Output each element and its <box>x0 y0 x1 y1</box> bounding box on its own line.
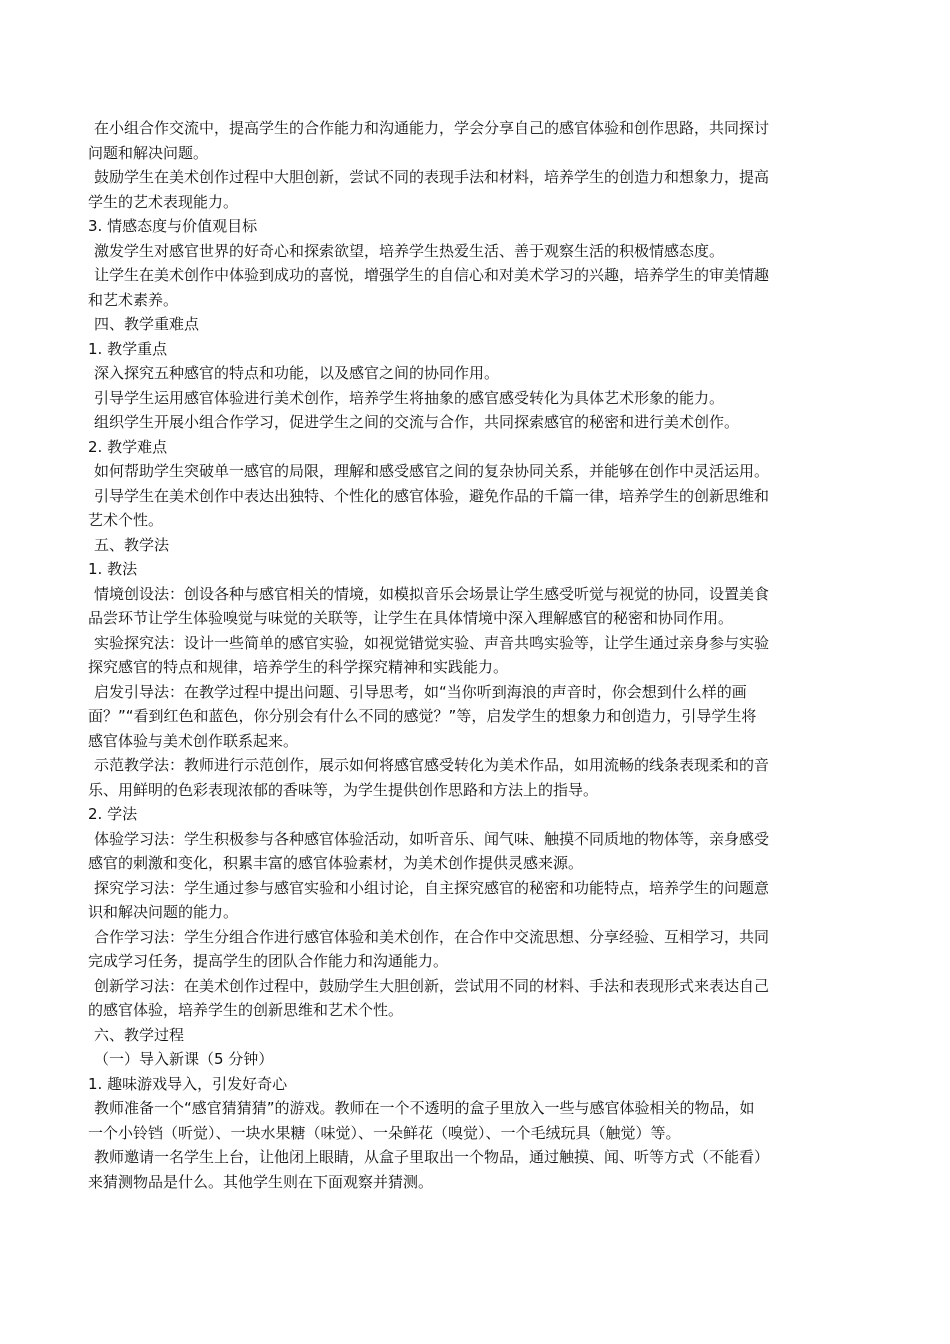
paragraph <box>88 533 862 558</box>
text-line: （一）导入新课（5 分钟） <box>94 1050 274 1068</box>
paragraph <box>88 484 862 533</box>
text-line: 五、教学法 <box>94 535 170 554</box>
text-line: 如何帮助学生突破单一感官的局限，理解和感受感官之间的复杂协同关系，并能够在创作中灵活运用。 <box>94 462 770 480</box>
paragraph <box>88 1072 862 1097</box>
paragraph <box>88 557 862 582</box>
text-line: 六、教学过程 <box>94 1025 185 1044</box>
paragraph <box>88 1047 862 1072</box>
paragraph <box>88 214 862 239</box>
text-line: 面？”“看到红色和蓝色，你分别会有什么不同的感觉？”等，启发学生的想象力和创造力，引导学生将 <box>88 707 757 725</box>
paragraph <box>88 582 862 631</box>
text-line: 探究学习法：学生通过参与感官实验和小组讨论，自主探究感官的秘密和功能特点，培养学生的问题意 <box>94 878 770 897</box>
document-page <box>88 116 862 1194</box>
paragraph <box>88 680 862 754</box>
text-line: 激发学生对感官世界的好奇心和探索欲望，培养学生热爱生活、善于观察生活的积极情感态度。 <box>94 241 725 260</box>
text-line: 引导学生在美术创作中表达出独特、个性化的感官体验，避免作品的千篇一律，培养学生的创新思维和 <box>94 486 770 505</box>
paragraph <box>88 925 862 974</box>
text-line: 合作学习法：学生分组合作进行感官体验和美术创作，在合作中交流思想、分享经验、互相学习，共同 <box>94 927 770 946</box>
text-line: 感官体验与美术创作联系起来。 <box>88 731 299 750</box>
paragraph <box>88 361 862 386</box>
text-line: 问题和解决问题。 <box>88 143 209 162</box>
text-line: 鼓励学生在美术创作过程中大胆创新，尝试不同的表现手法和材料，培养学生的创造力和想象力，提高 <box>94 168 770 186</box>
text-line: 1. 教学重点 <box>88 339 168 358</box>
paragraph <box>88 802 862 827</box>
paragraph <box>88 1145 862 1194</box>
paragraph <box>88 459 862 484</box>
paragraph <box>88 165 862 214</box>
paragraph <box>88 386 862 411</box>
text-line: 学生的艺术表现能力。 <box>88 192 239 211</box>
text-line: 四、教学重难点 <box>94 315 200 333</box>
paragraph <box>88 312 862 337</box>
text-line: 教师准备一个“感官猜猜猜”的游戏。教师在一个不透明的盒子里放入一些与感官体验相关的物品，如 <box>94 1099 755 1117</box>
text-line: 的感官体验，培养学生的创新思维和艺术个性。 <box>88 1001 404 1019</box>
paragraph <box>88 1096 862 1145</box>
paragraph <box>88 827 862 876</box>
text-line: 体验学习法：学生积极参与各种感官体验活动，如听音乐、闻气味、触摸不同质地的物体等，亲身感受 <box>94 829 770 848</box>
paragraph <box>88 974 862 1023</box>
text-line: 感官的刺激和变化，积累丰富的感官体验素材，为美术创作提供灵感来源。 <box>88 854 584 872</box>
paragraph <box>88 1023 862 1048</box>
text-line: 来猜测物品是什么。其他学生则在下面观察并猜测。 <box>88 1172 434 1191</box>
text-line: 完成学习任务，提高学生的团队合作能力和沟通能力。 <box>88 952 449 970</box>
paragraph <box>88 753 862 802</box>
text-line: 3. 情感态度与价值观目标 <box>88 217 258 235</box>
paragraph <box>88 410 862 435</box>
text-line: 1. 趣味游戏导入，引发好奇心 <box>88 1074 288 1093</box>
text-line: 乐、用鲜明的色彩表现浓郁的香味等，为学生提供创作思路和方法上的指导。 <box>88 780 599 799</box>
text-line: 在小组合作交流中，提高学生的合作能力和沟通能力，学会分享自己的感官体验和创作思路，共同探讨 <box>94 119 770 137</box>
paragraph <box>88 631 862 680</box>
text-line: 品尝环节让学生体验嗅觉与味觉的关联等，让学生在具体情境中深入理解感官的秘密和协同作用。 <box>88 609 734 627</box>
text-line: 教师邀请一名学生上台，让他闭上眼睛，从盒子里取出一个物品，通过触摸、闻、听等方式（不能看） <box>94 1148 770 1166</box>
paragraph <box>88 337 862 362</box>
text-line: 启发引导法：在教学过程中提出问题、引导思考，如“当你听到海浪的声音时，你会想到什么样的画 <box>94 682 747 701</box>
text-line: 1. 教法 <box>88 560 138 578</box>
text-line: 探究感官的特点和规律，培养学生的科学探究精神和实践能力。 <box>88 658 509 676</box>
text-line: 创新学习法：在美术创作过程中，鼓励学生大胆创新，尝试用不同的材料、手法和表现形式来表达自己 <box>94 976 770 995</box>
paragraph <box>88 876 862 925</box>
text-line: 和艺术素养。 <box>88 290 179 309</box>
text-line: 示范教学法：教师进行示范创作，展示如何将感官感受转化为美术作品，如用流畅的线条表现柔和的音 <box>94 756 770 774</box>
text-line: 实验探究法：设计一些简单的感官实验，如视觉错觉实验、声音共鸣实验等，让学生通过亲身参与实验 <box>94 633 770 652</box>
text-line: 组织学生开展小组合作学习，促进学生之间的交流与合作，共同探索感官的秘密和进行美术创作。 <box>94 413 740 431</box>
text-line: 深入探究五种感官的特点和功能，以及感官之间的协同作用。 <box>94 364 500 382</box>
text-line: 2. 教学难点 <box>88 437 168 456</box>
text-line: 让学生在美术创作中体验到成功的喜悦，增强学生的自信心和对美术学习的兴趣，培养学生的审美情趣 <box>94 266 770 284</box>
paragraph <box>88 239 862 264</box>
text-line: 引导学生运用感官体验进行美术创作，培养学生将抽象的感官感受转化为具体艺术形象的能力。 <box>94 388 725 407</box>
text-line: 艺术个性。 <box>88 511 164 529</box>
paragraph <box>88 435 862 460</box>
paragraph <box>88 116 862 165</box>
text-line: 2. 学法 <box>88 805 138 823</box>
text-line: 一个小铃铛（听觉）、一块水果糖（味觉）、一朵鲜花（嗅觉）、一个毛绒玩具（触觉）等。 <box>88 1123 681 1142</box>
text-line: 识和解决问题的能力。 <box>88 903 239 921</box>
paragraph <box>88 263 862 312</box>
text-line: 情境创设法：创设各种与感官相关的情境，如模拟音乐会场景让学生感受听觉与视觉的协同，设置美食 <box>94 584 770 603</box>
